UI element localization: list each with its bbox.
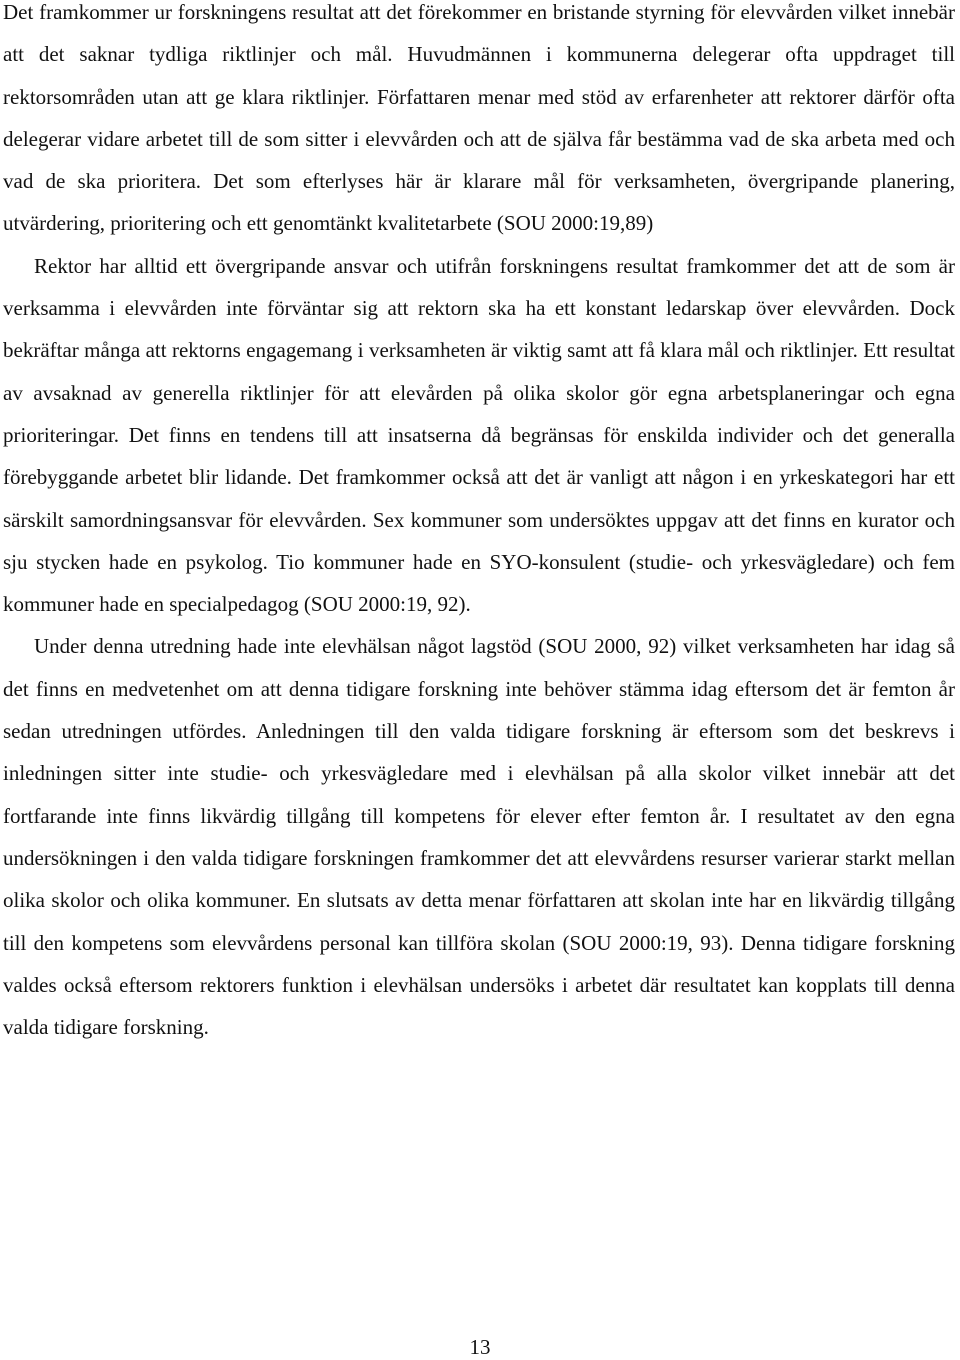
page-number: 13 [469,1335,491,1359]
paragraph-1: Det framkommer ur forskningens resultat att det förekommer en bristande styrning för elevvården vilket innebär att det saknar tydliga riktlinjer och mål. Huvudmännen i kommunerna delegerar ofta uppdraget till rektorsområden utan att ge klara riktlinjer. Författaren menar med stöd av erfarenheter att rektorer därför ofta delegerar vidare arbetet till de som sitter i elevvården och att de själva får bestämma vad de ska arbeta med och vad de ska prioritera. Det som efterlyses här är klarare mål för verksamheten, övergripande planering, utvärdering, prioritering och ett genomtänkt kvalitetarbete (SOU 2000:19,89) [3,0,955,236]
body-text [3,0,955,1048]
paragraph-3: Under denna utredning hade inte elevhälsan något lagstöd (SOU 2000, 92) vilket verksamheten har idag så det finns en medvetenhet om att denna tidigare forskning inte behöver stämma idag eftersom det är femton år sedan utredningen utfördes. Anledningen till den valda tidigare forskning är eftersom som det beskrevs i inledningen sitter inte studie- och yrkesvägledare med i elevhälsan på alla skolor vilket innebär att det fortfarande inte finns likvärdig tillgång till kompetens för elever efter femton år. I resultatet av den egna undersökningen i den valda tidigare forskningen framkommer det att elevvårdens resurser varierar starkt mellan olika skolor och olika kommuner. En slutsats av detta menar författaren att skolan inte har en likvärdig tillgång till den kompetens som elevvårdens personal kan tillföra skolan (SOU 2000:19, 93). Denna tidigare forskning valdes också eftersom rektorers funktion i elevhälsan undersöks i arbetet där resultatet kan kopplats till denna valda tidigare forskning. [3,634,955,1040]
paragraph-2: Rektor har alltid ett övergripande ansvar och utifrån forskningens resultat framkommer det att de som är verksamma i elevvården inte förväntar sig att rektorn ska ha ett konstant ledarskap över elevvården. Dock bekräftar många att rektorns engagemang i verksamheten är viktig samt att få klara mål och riktlinjer. Ett resultat av avsaknad av generella riktlinjer för att elevården på olika skolor gör egna arbetsplaneringar och egna prioriteringar. Det finns en tendens till att insatserna då begränsas för enskilda individer och det generalla förebyggande arbetet blir lidande. Det framkommer också att det är vanligt att någon i en yrkeskategori har ett särskilt samordningsansvar för elevvården. Sex kommuner som undersöktes uppgav att det finns en kurator och sju stycken hade en psykolog. Tio kommuner hade en SYO-konsulent (studie- och yrkesvägledare) och fem kommuner hade en specialpedagog (SOU 2000:19, 92). [3,253,955,617]
